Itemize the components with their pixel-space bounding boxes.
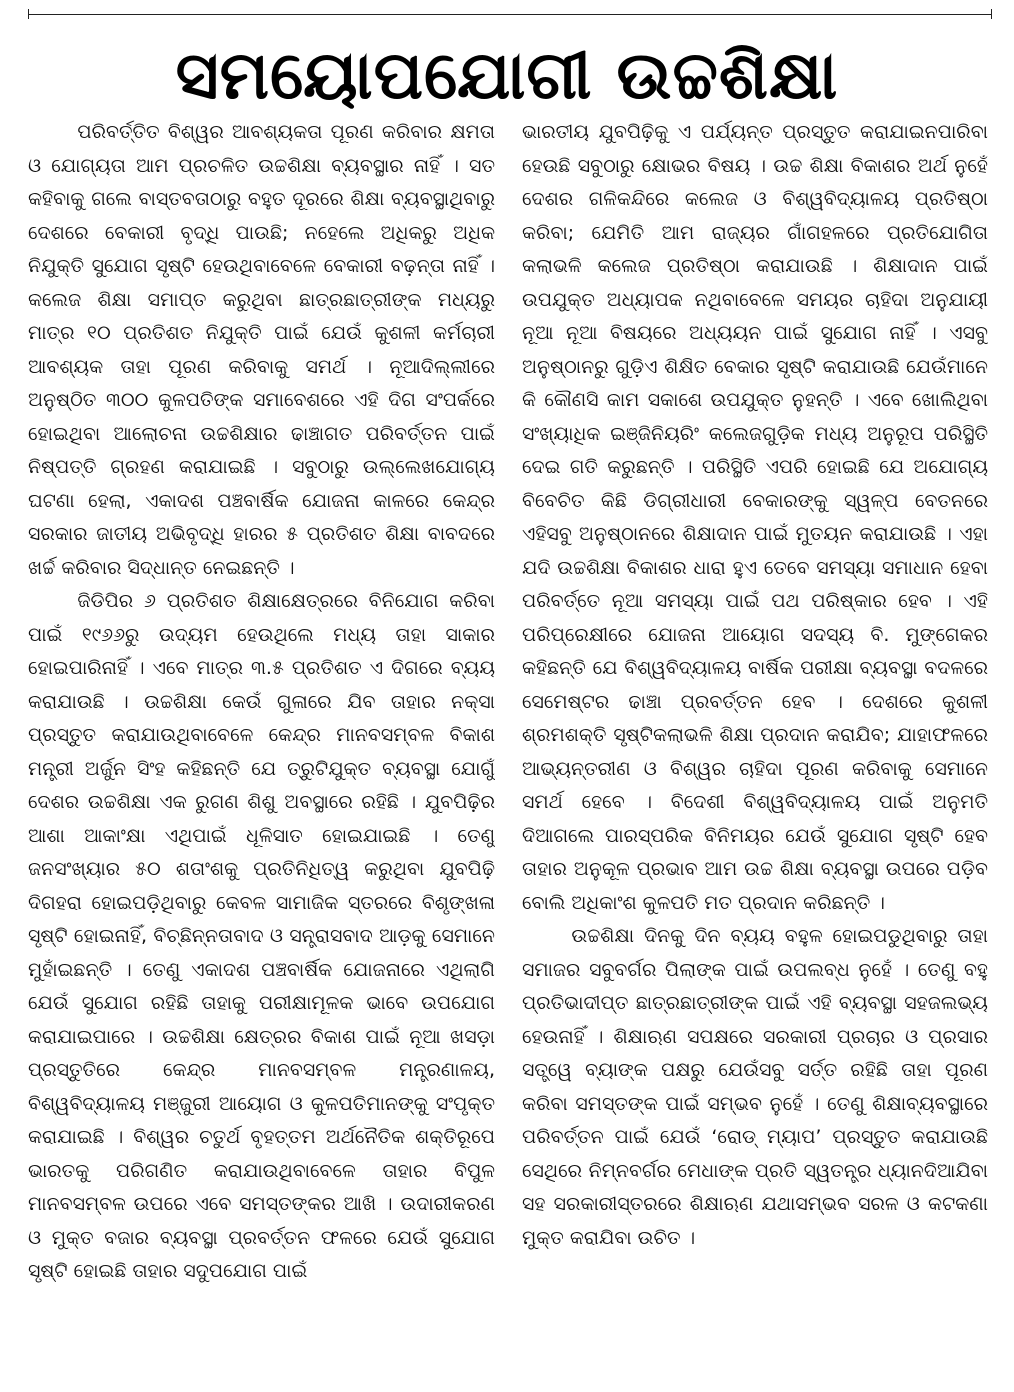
paragraph: ଉଚ୍ଚଶିକ୍ଷା ଦିନକୁ ଦିନ ବ୍ୟୟ ବହୁଳ ହୋଇପଡୁଥିବାରୁ ତାହା ସମାଜର ସବୁବର୍ଗର ପିଲାଙ୍କ ପାଇଁ ଉପଲବ୍ଧ ନୁହେଁ । ତେଣୁ ବହୁ ପ୍ରତିଭାଦୀପ୍ତ ଛାତ୍ରଛାତ୍ରୀଙ୍କ ପାଇଁ ଏହି ବ୍ୟବସ୍ଥା ସହଜଲଭ୍ୟ ହେଉନାହିଁ । ଶିକ୍ଷାଋଣ ସପକ୍ଷରେ ସରକାରୀ ପ୍ରଚାର ଓ ପ୍ରସାର ସତ୍ତ୍ୱେ ବ୍ୟାଙ୍କ ପକ୍ଷରୁ ଯେଉଁସବୁ ସର୍ତ୍ତ ରହିଛି ତାହା ପୂରଣ କରିବା ସମସ୍ତଙ୍କ ପାଇଁ ସମ୍ଭବ ନୁହେଁ । ତେଣୁ ଶିକ୍ଷାବ୍ୟବସ୍ଥାରେ ପରିବର୍ତ୍ତନ ପାଇଁ ଯେଉଁ ‘ରୋଡ୍ ମ୍ୟାପ’ ପ୍ରସ୍ତୁତ କରାଯାଉଛି ସେଥିରେ ନିମ୍ନବର୍ଗର ମେଧାଙ୍କ ପ୍ରତି ସ୍ୱତନ୍ତ୍ର ଧ୍ୟାନଦିଆଯିବା ସହ ସରକାରୀସ୍ତରରେ ଶିକ୍ଷାଋଣ ଯଥାସମ୍ଭବ ସରଳ ଓ କଟକଣା ମୁକ୍ତ କରାଯିବା ଉଚିତ । xyxy=(522,925,988,1249)
paragraph: ଜିଡିପିର ୬ ପ୍ରତିଶତ ଶିକ୍ଷାକ୍ଷେତ୍ରରେ ବିନିଯୋଗ କରିବା ପାଇଁ ୧୯୬୬ରୁ ଉଦ୍ୟମ ହେଉଥିଲେ ମଧ୍ୟ ତାହା ସାକାର ହୋଇପାରିନାହିଁ । ଏବେ ମାତ୍ର ୩.୫ ପ୍ରତିଶତ ଏ ଦିଗରେ ବ୍ୟୟ କରାଯାଉଛି । ଉଚ୍ଚଶିକ୍ଷା କେଉଁ ଗୁଳାରେ ଯିବ ତାହାର ନକ୍ସା ପ୍ରସ୍ତୁତ କରାଯାଉଥିବାବେଳେ କେନ୍ଦ୍ର ମାନବସମ୍ବଳ ବିକାଶ ମନ୍ତ୍ରୀ ଅର୍ଜୁନ ସିଂହ କହିଛନ୍ତି ଯେ ତ୍ରୁଟିଯୁକ୍ତ ବ୍ୟବସ୍ଥା ଯୋଗୁଁ ଦେଶର ଉଚ୍ଚଶିକ୍ଷା ଏକ ରୁଗଣ ଶିଶୁ ଅବସ୍ଥାରେ ରହିଛି । ଯୁବପିଢ଼ିର ଆଶା ଆକାଂକ୍ଷା ଏଥିପାଇଁ ଧୂଳିସାତ ହୋଇଯାଇଛି । ତେଣୁ ଜନସଂଖ୍ୟାର ୫୦ ଶତାଂଶକୁ ପ୍ରତିନିଧିତ୍ୱ କରୁଥିବା ଯୁବପିଢ଼ି ଦିଗହରା ହୋଇପଡ଼ିଥିବାରୁ କେବଳ ସାମାଜିକ ସ୍ତରରେ ବିଶୃଙ୍ଖଳା ସୃଷ୍ଟି ହୋଇନାହିଁ, ବିଚ୍ଛିନ୍ନତାବାଦ ଓ ସନ୍ତ୍ରାସବାଦ ଆଡ଼କୁ ସେମାନେ ମୁହାଁଇଛନ୍ତି । ତେଣୁ ଏକାଦଶ ପଞ୍ଚବାର୍ଷିକ ଯୋଜନାରେ ଏଥିଲାଗି ଯେଉଁ ସୁଯୋଗ ରହିଛି ତାହାକୁ ପରୀକ୍ଷାମୂଳକ ଭାବେ ଉପଯୋଗ କରାଯାଇପାରେ । ଉଚ୍ଚଶିକ୍ଷା କ୍ଷେତ୍ରର ବିକାଶ ପାଇଁ ନୂଆ ଖସଡ଼ା ପ୍ରସ୍ତୁତିରେ କେନ୍ଦ୍ର ମାନବସମ୍ବଳ ମନ୍ତ୍ରଣାଳୟ, ବିଶ୍ୱବିଦ୍ୟାଳୟ ମଞ୍ଜୁରୀ ଆୟୋଗ ଓ କୁଳପତିମାନଙ୍କୁ ସଂପୃକ୍ତ କରାଯାଇଛି । ବିଶ୍ୱର ଚତୁର୍ଥ ବୃହତ୍ତମ ଅର୍ଥନୈତିକ ଶକ୍ତିରୂପେ ଭାରତକୁ ପରିଗଣିତ କରାଯାଉଥିବାବେଳେ ତାହାର ବିପୁଳ ମାନବସମ୍ବଳ ଉପରେ ଏବେ ସମସ୍ତଙ୍କର ଆଖି । ଉଦାରୀକରଣ ଓ ମୁକ୍ତ ବଜାର ବ୍ୟବସ୍ଥା ପ୍ରବର୍ତ୍ତନ ଫଳରେ ଯେଉଁ ସୁଯୋଗ ସୃଷ୍ଟି ହୋଇଛି ତାହାର ସଦୁପଯୋଗ ପାଇଁ xyxy=(28,590,495,1282)
top-rule xyxy=(28,14,992,15)
paragraph: ଭାରତୀୟ ଯୁବପିଢ଼ିକୁ ଏ ପର୍ଯ୍ୟନ୍ତ ପ୍ରସ୍ତୁତ କରାଯାଇନପାରିବା ହେଉଛି ସବୁଠାରୁ କ୍ଷୋଭର ବିଷୟ । ଉଚ୍ଚ ଶିକ୍ଷା ବିକାଶର ଅର୍ଥ ନୁହେଁ ଦେଶର ଗଳିକନ୍ଦିରେ କଲେଜ ଓ ବିଶ୍ୱବିଦ୍ୟାଳୟ ପ୍ରତିଷ୍ଠା କରିବା; ଯେମିତି ଆମ ରାଜ୍ୟର ଗାଁଗହଳରେ ପ୍ରତିଯୋଗିତା କଲାଭଳି କଲେଜ ପ୍ରତିଷ୍ଠା କରାଯାଉଛି । ଶିକ୍ଷାଦାନ ପାଇଁ ଉପଯୁକ୍ତ ଅଧ୍ୟାପକ ନଥିବାବେଳେ ସମୟର ଚାହିଦା ଅନୁଯାୟୀ ନୂଆ ନୂଆ ବିଷୟରେ ଅଧ୍ୟୟନ ପାଇଁ ସୁଯୋଗ ନାହିଁ । ଏସବୁ ଅନୁଷ୍ଠାନରୁ ଗୁଡ଼ିଏ ଶିକ୍ଷିତ ବେକାର ସୃଷ୍ଟି କରାଯାଉଛି ଯେଉଁମାନେ କି କୌଣସି କାମ ସକାଶେ ଉପଯୁକ୍ତ ନୁହନ୍ତି । ଏବେ ଖୋଲିଥିବା ସଂଖ୍ୟାଧିକ ଇଞ୍ଜିନିୟରିଂ କଲେଜଗୁଡ଼ିକ ମଧ୍ୟ ଅନୁରୂପ ପରିସ୍ଥିତି ଦେଇ ଗତି କରୁଛନ୍ତି । ପରିସ୍ଥିତି ଏପରି ହୋଇଛି ଯେ ଅଯୋଗ୍ୟ ବିବେଚିତ କିଛି ଡିଗ୍ରୀଧାରୀ ବେକାରଙ୍କୁ ସ୍ୱଳ୍ପ ବେତନରେ ଏହିସବୁ ଅନୁଷ୍ଠାନରେ ଶିକ୍ଷାଦାନ ପାଇଁ ମୁତୟନ କରାଯାଉଛି । ଏହା ଯଦି ଉଚ୍ଚଶିକ୍ଷା ବିକାଶର ଧାରା ହୁଏ ତେବେ ସମସ୍ୟା ସମାଧାନ ହେବା ପରିବର୍ତ୍ତେ ନୂଆ ସମସ୍ୟା ପାଇଁ ପଥ ପରିଷ୍କାର ହେବ । ଏହି ପରିପ୍ରେକ୍ଷୀରେ ଯୋଜନା ଆୟୋଗ ସଦସ୍ୟ ବି. ମୁଙ୍ଗେକର କହିଛନ୍ତି ଯେ ବିଶ୍ୱବିଦ୍ୟାଳୟ ବାର୍ଷିକ ପରୀକ୍ଷା ବ୍ୟବସ୍ଥା ବଦଳରେ ସେମେଷ୍ଟର ଢାଞ୍ଚା ପ୍ରବର୍ତ୍ତନ ହେବ । ଦେଶରେ କୁଶଳୀ ଶ୍ରମଶକ୍ତି ସୃଷ୍ଟିକଲାଭଳି ଶିକ୍ଷା ପ୍ରଦାନ କରାଯିବ; ଯାହାଫଳରେ ଆଭ୍ୟନ୍ତରୀଣ ଓ ବିଶ୍ୱର ଚାହିଦା ପୂରଣ କରିବାକୁ ସେମାନେ ସମର୍ଥ ହେବେ । ବିଦେଶୀ ବିଶ୍ୱବିଦ୍ୟାଳୟ ପାଇଁ ଅନୁମତି ଦିଆଗଲେ ପାରସ୍ପରିକ ବିନିମୟର ଯେଉଁ ସୁଯୋଗ ସୃଷ୍ଟି ହେବ ତାହାର ଅନୁକୂଳ ପ୍ରଭାବ ଆମ ଉଚ୍ଚ ଶିକ୍ଷା ବ୍ୟବସ୍ଥା ଉପରେ ପଡ଼ିବ ବୋଲି ଅଧିକାଂଶ କୁଳପତି ମତ ପ୍ରଦାନ କରିଛନ୍ତି । xyxy=(522,121,988,914)
left-column xyxy=(28,116,495,1384)
headline: ସମୟୋପଯୋଗୀ ଉଚ୍ଚଶିକ୍ଷା xyxy=(175,37,839,114)
paragraph: ପରିବର୍ତ୍ତିତ ବିଶ୍ୱର ଆବଶ୍ୟକତା ପୂରଣ କରିବାର କ୍ଷମତା ଓ ଯୋଗ୍ୟତା ଆମ ପ୍ରଚଳିତ ଉଚ୍ଚଶିକ୍ଷା ବ୍ୟବସ୍ଥାର ନାହିଁ । ସତ କହିବାକୁ ଗଲେ ବାସ୍ତବତାଠାରୁ ବହୁତ ଦୂରରେ ଶିକ୍ଷା ବ୍ୟବସ୍ଥାଥିବାରୁ ଦେଶରେ ବେକାରୀ ବୃଦ୍ଧି ପାଉଛି; ନହେଲେ ଅଧିକରୁ ଅଧିକ ନିଯୁକ୍ତି ସୁଯୋଗ ସୃଷ୍ଟି ହେଉଥିବାବେଳେ ବେକାରୀ ବଢ଼ନ୍ତା ନାହିଁ । କଲେଜ ଶିକ୍ଷା ସମାପ୍ତ କରୁଥିବା ଛାତ୍ରଛାତ୍ରୀଙ୍କ ମଧ୍ୟରୁ ମାତ୍ର ୧୦ ପ୍ରତିଶତ ନିଯୁକ୍ତି ପାଇଁ ଯେଉଁ କୁଶଳୀ କର୍ମଚାରୀ ଆବଶ୍ୟକ ତାହା ପୂରଣ କରିବାକୁ ସମର୍ଥ । ନୂଆଦିଲ୍ଲୀରେ ଅନୁଷ୍ଠିତ ୩୦୦ କୁଳପତିଙ୍କ ସମାବେଶରେ ଏହି ଦିଗ ସଂପର୍କରେ ହୋଇଥିବା ଆଲୋଚନା ଉଚ୍ଚଶିକ୍ଷାର ଢାଞ୍ଚାଗତ ପରିବର୍ତ୍ତନ ପାଇଁ ନିଷ୍ପତ୍ତି ଗ୍ରହଣ କରାଯାଇଛି । ସବୁଠାରୁ ଉଲ୍ଲେଖଯୋଗ୍ୟ ଘଟଣା ହେଲା, ଏକାଦଶ ପଞ୍ଚବାର୍ଷିକ ଯୋଜନା କାଳରେ କେନ୍ଦ୍ର ସରକାର ଜାତୀୟ ଅଭିବୃଦ୍ଧି ହାରର ୫ ପ୍ରତିଶତ ଶିକ୍ଷା ବାବଦରେ ଖର୍ଚ୍ଚ କରିବାର ସିଦ୍ଧାନ୍ତ ନେଇଛନ୍ତି । xyxy=(28,121,495,579)
right-column xyxy=(522,116,988,1384)
